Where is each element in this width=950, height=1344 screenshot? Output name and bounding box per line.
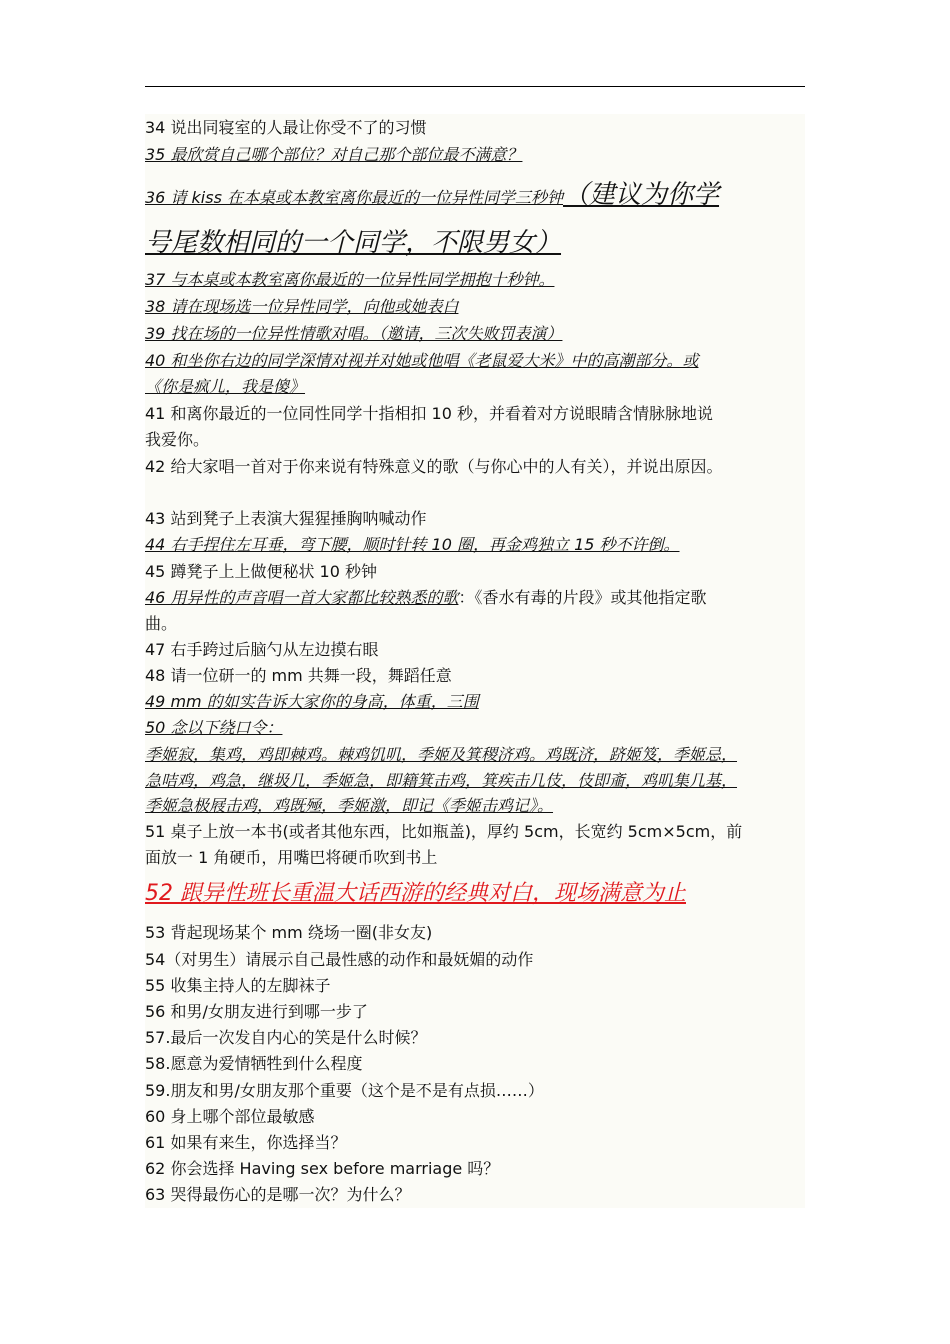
item-45: 45 蹲凳子上上做便秘状 10 秒钟	[145, 562, 377, 581]
item-40-cont: 《你是疯儿，我是傻》	[145, 377, 306, 396]
item-56: 56 和男/女朋友进行到哪一步了	[145, 1002, 368, 1021]
item-62: 62 你会选择 Having sex before marriage 吗？	[145, 1159, 500, 1178]
item-54: 54（对男生）请展示自己最性感的动作和最妩媚的动作	[145, 950, 534, 969]
item-50-text: 50 念以下绕口令：	[145, 718, 283, 737]
tongue-twister-line-3: 季姬急极屐击鸡，鸡既殛，季姬激，即记《季姬击鸡记》。	[145, 796, 554, 815]
item-36-note-cont: 号尾数相同的一个同学，不限男女）	[145, 228, 562, 258]
item-48: 48 请一位研一的 mm 共舞一段，舞蹈任意	[145, 666, 452, 685]
item-39: 39 找在场的一位异性情歌对唱。（邀请，三次失败罚表演）	[145, 324, 563, 343]
item-46-cont: 曲。	[145, 614, 178, 633]
item-46-detail: ：《香水有毒的片段》或其他指定歌	[458, 588, 707, 607]
item-47: 47 右手跨过后脑勺从左边摸右眼	[145, 640, 379, 659]
item-43: 43 站到凳子上表演大猩猩捶胸呐喊动作	[145, 509, 427, 528]
item-51: 51 桌子上放一本书(或者其他东西，比如瓶盖)，厚约 5cm，长宽约 5cm×5cm，前	[145, 822, 743, 841]
tongue-twister-line-1: 季姬寂，集鸡，鸡即棘鸡。棘鸡饥叽，季姬及箕稷济鸡。鸡既济，跻姬笈，季姬忌，	[145, 745, 738, 764]
item-63: 63 哭得最伤心的是哪一次？为什么？	[145, 1185, 411, 1204]
item-42: 42 给大家唱一首对于你来说有特殊意义的歌（与你心中的人有关），并说出原因。	[145, 457, 723, 476]
item-35: 35 最欣赏自己哪个部位？对自己那个部位最不满意？	[145, 145, 523, 164]
item-53: 53 背起现场某个 mm 绕场一圈(非女友)	[145, 923, 433, 942]
item-41-cont: 我爱你。	[145, 430, 210, 449]
item-37: 37 与本桌或本教室离你最近的一位异性同学拥抱十秒钟。	[145, 270, 555, 289]
item-44: 44 右手捏住左耳垂，弯下腰，顺时针转 10 圈，再金鸡独立 15 秒不许倒。	[145, 535, 680, 554]
item-58: 58.愿意为爱情牺牲到什么程度	[145, 1054, 363, 1073]
item-40: 40 和坐你右边的同学深情对视并对她或他唱《老鼠爱大米》中的高潮部分。或	[145, 351, 699, 370]
item-46-text: 46 用异性的声音唱一首大家都比较熟悉的歌	[145, 588, 459, 607]
item-52: 52 跟异性班长重温大话西游的经典对白，现场满意为止	[145, 881, 686, 906]
item-36-note: （建议为你学	[563, 180, 720, 210]
header-rule	[145, 86, 805, 87]
item-41: 41 和离你最近的一位同性同学十指相扣 10 秒，并看着对方说眼睛含情脉脉地说	[145, 404, 713, 423]
item-55: 55 收集主持人的左脚袜子	[145, 976, 331, 995]
item-59: 59.朋友和男/女朋友那个重要（这个是不是有点损……）	[145, 1081, 544, 1100]
item-60: 60 身上哪个部位最敏感	[145, 1107, 315, 1126]
item-61: 61 如果有来生，你选择当？	[145, 1133, 347, 1152]
item-46	[145, 588, 706, 608]
item-57: 57.最后一次发自内心的笑是什么时候？	[145, 1028, 427, 1047]
item-34: 34 说出同寝室的人最让你受不了的习惯	[145, 118, 427, 137]
item-38: 38 请在现场选一位异性同学，向他或她表白	[145, 297, 459, 316]
item-51-cont: 面放一 1 角硬币，用嘴巴将硬币吹到书上	[145, 848, 438, 867]
item-36	[145, 180, 719, 210]
item-36-text: 36 请 kiss 在本桌或本教室离你最近的一位异性同学三秒钟	[145, 188, 564, 207]
item-49: 49 mm 的如实告诉大家你的身高，体重，三围	[145, 692, 479, 711]
tongue-twister-line-2: 急咭鸡，鸡急，继圾几，季姬急，即籍箕击鸡，箕疾击几伎，伎即齑，鸡叽集几基，	[145, 771, 738, 790]
item-50	[145, 718, 282, 738]
